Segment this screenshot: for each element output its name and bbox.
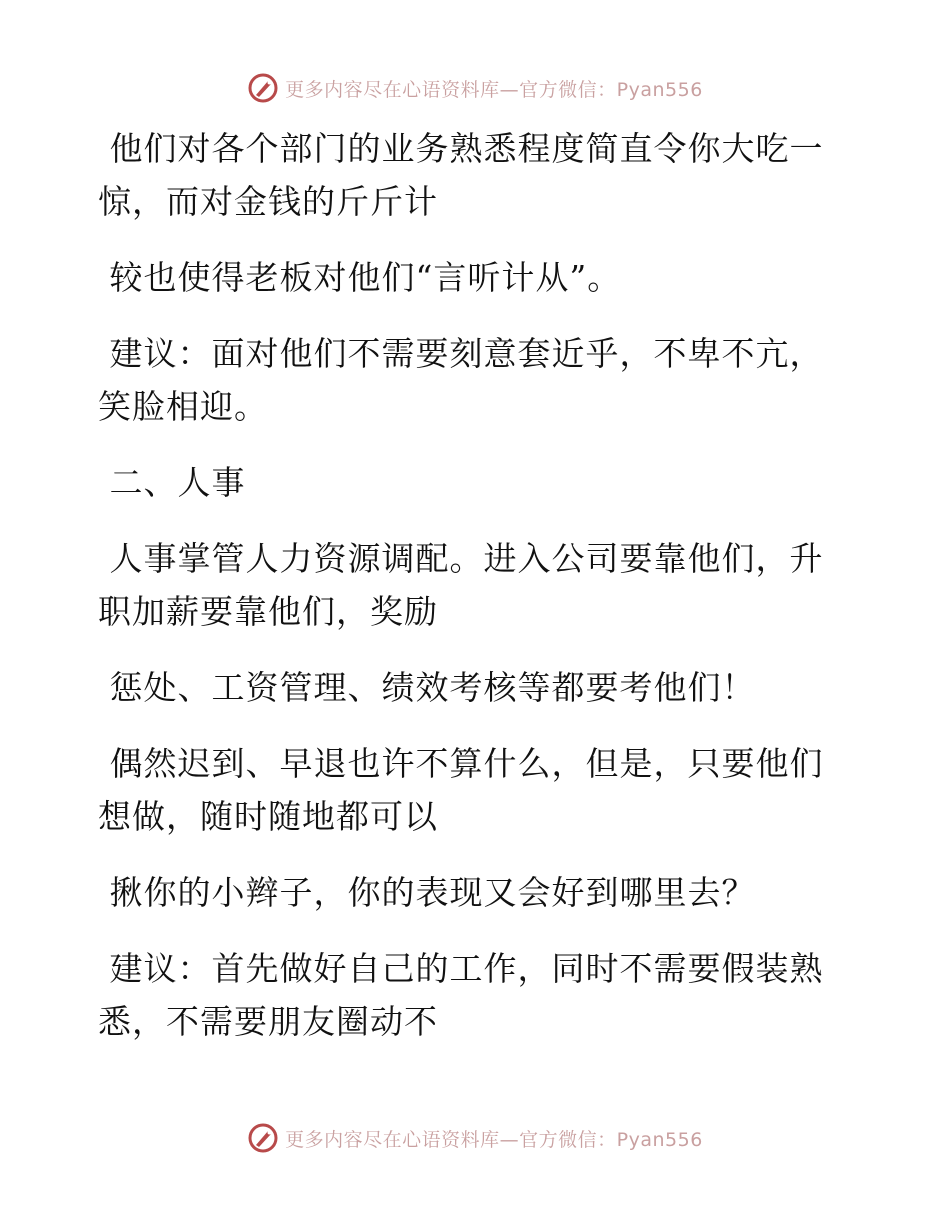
paragraph: 揪你的小辫子，你的表现又会好到哪里去？ [98, 873, 756, 912]
watermark-text: 更多内容尽在心语资料库—官方微信：Pyan556 [285, 1128, 703, 1151]
section-heading: 二、人事 [98, 463, 246, 502]
pen-logo-icon [247, 1122, 279, 1154]
paragraph: 人事掌管人力资源调配。进入公司要靠他们，升职加薪要靠他们，奖励 [98, 539, 824, 631]
document-body [98, 122, 838, 1071]
pen-logo-icon [247, 72, 279, 104]
paragraph: 偶然迟到、早退也许不算什么，但是，只要他们想做，随时随地都可以 [98, 744, 824, 836]
footer-watermark [0, 1122, 950, 1154]
paragraph: 惩处、工资管理、绩效考核等都要考他们！ [98, 668, 756, 707]
header-watermark [0, 72, 950, 104]
paragraph: 建议：首先做好自己的工作，同时不需要假装熟悉，不需要朋友圈动不 [98, 949, 824, 1041]
paragraph: 他们对各个部门的业务熟悉程度简直令你大吃一惊，而对金钱的斤斤计 [98, 129, 824, 221]
watermark-text: 更多内容尽在心语资料库—官方微信：Pyan556 [285, 78, 703, 101]
paragraph: 建议：面对他们不需要刻意套近乎，不卑不亢，笑脸相迎。 [98, 334, 824, 426]
paragraph: 较也使得老板对他们“言听计从”。 [98, 258, 622, 297]
